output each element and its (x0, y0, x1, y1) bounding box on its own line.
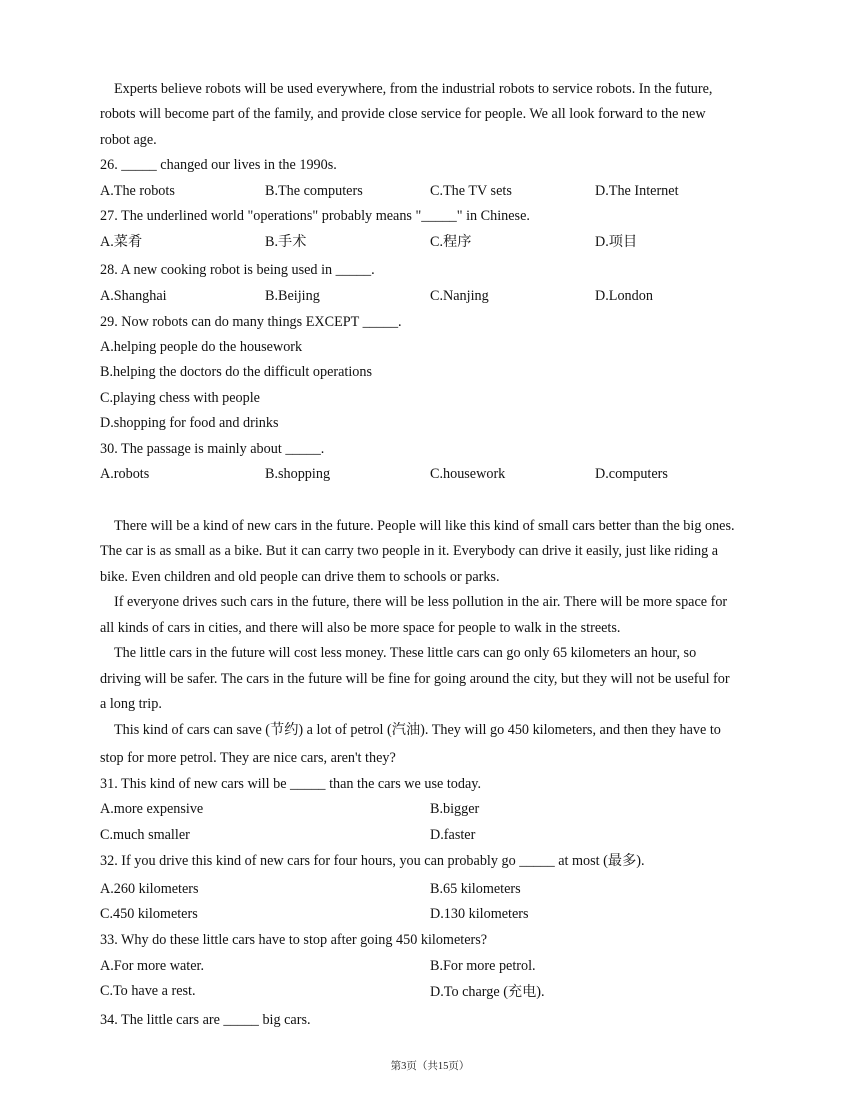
page-footer: 第3页（共15页） (390, 1061, 470, 1072)
q31-option-c: C.much smaller (100, 827, 190, 843)
q30-option-d: D.computers (595, 466, 668, 482)
q29-option-b: B.helping the doctors do the difficult operations (100, 364, 373, 380)
q26-option-c: C.The TV sets (430, 183, 512, 199)
q26-option-d: D.The Internet (595, 183, 679, 199)
question-27-stem: 27. The underlined world "operations" probably means "_____" in Chinese. (100, 208, 530, 224)
question-30-stem: 30. The passage is mainly about _____. (100, 441, 325, 457)
q33-option-d: D.To charge (充电). (430, 984, 545, 1000)
q30-option-c: C.housework (430, 466, 506, 482)
q27-option-c: C.程序 (430, 234, 472, 250)
q28-option-b: B.Beijing (265, 288, 320, 304)
q33-option-b: B.For more petrol. (430, 958, 536, 974)
q32-option-b: B.65 kilometers (430, 881, 521, 897)
q30-option-a: A.robots (100, 466, 150, 482)
q29-option-d: D.shopping for food and drinks (100, 415, 279, 431)
q27-option-d: D.项目 (595, 234, 638, 250)
passage2-line: The little cars in the future will cost less money. These little cars can go only 65 kilometers an hour, so (114, 645, 697, 661)
q32-option-d: D.130 kilometers (430, 906, 529, 922)
q32-option-c: C.450 kilometers (100, 906, 198, 922)
q26-option-a: A.The robots (100, 183, 175, 199)
passage2-line: a long trip. (100, 696, 162, 712)
passage2-line: all kinds of cars in cities, and there will also be more space for people to walk in the streets. (100, 620, 621, 636)
passage2-line: This kind of cars can save (节约) a lot of petrol (汽油). They will go 450 kilometers, and then they have to (114, 722, 721, 738)
passage1-line: Experts believe robots will be used everywhere, from the industrial robots to service robots. In the future, (114, 81, 713, 97)
passage2-line: driving will be safer. The cars in the future will be fine for going around the city, but they will not be useful for (100, 671, 730, 687)
question-32-stem: 32. If you drive this kind of new cars for four hours, you can probably go _____ at most (最多). (100, 853, 645, 869)
q28-option-c: C.Nanjing (430, 288, 489, 304)
q28-option-a: A.Shanghai (100, 288, 167, 304)
q28-option-d: D.London (595, 288, 653, 304)
q27-option-a: A.菜肴 (100, 234, 143, 250)
passage2-line: There will be a kind of new cars in the future. People will like this kind of small cars better than the big ones. (114, 518, 735, 534)
passage1-line: robots will become part of the family, and provide close service for people. We all look forward to the new (100, 106, 706, 122)
passage2-line: The car is as small as a bike. But it can carry two people in it. Everybody can drive it easily, just like riding a (100, 543, 719, 559)
passage1-line: robot age. (100, 132, 157, 148)
q27-option-b: B.手术 (265, 234, 307, 250)
q29-option-a: A.helping people do the housework (100, 339, 303, 355)
question-31-stem: 31. This kind of new cars will be _____ than the cars we use today. (100, 776, 482, 792)
q30-option-b: B.shopping (265, 466, 331, 482)
passage2-line: bike. Even children and old people can drive them to schools or parks. (100, 569, 500, 585)
question-33-stem: 33. Why do these little cars have to stop after going 450 kilometers? (100, 932, 488, 948)
q29-option-c: C.playing chess with people (100, 390, 260, 406)
question-29-stem: 29. Now robots can do many things EXCEPT _____. (100, 314, 402, 330)
q31-option-a: A.more expensive (100, 801, 204, 817)
q32-option-a: A.260 kilometers (100, 881, 199, 897)
q31-option-d: D.faster (430, 827, 476, 843)
question-28-stem: 28. A new cooking robot is being used in _____. (100, 262, 375, 278)
question-34-stem: 34. The little cars are _____ big cars. (100, 1012, 311, 1028)
q31-option-b: B.bigger (430, 801, 480, 817)
question-26-stem: 26. _____ changed our lives in the 1990s. (100, 157, 337, 173)
q26-option-b: B.The computers (265, 183, 363, 199)
q33-option-c: C.To have a rest. (100, 983, 196, 999)
q33-option-a: A.For more water. (100, 958, 205, 974)
passage2-line: If everyone drives such cars in the future, there will be less pollution in the air. There will be more space for (114, 594, 728, 610)
passage2-line: stop for more petrol. They are nice cars, aren't they? (100, 750, 396, 766)
